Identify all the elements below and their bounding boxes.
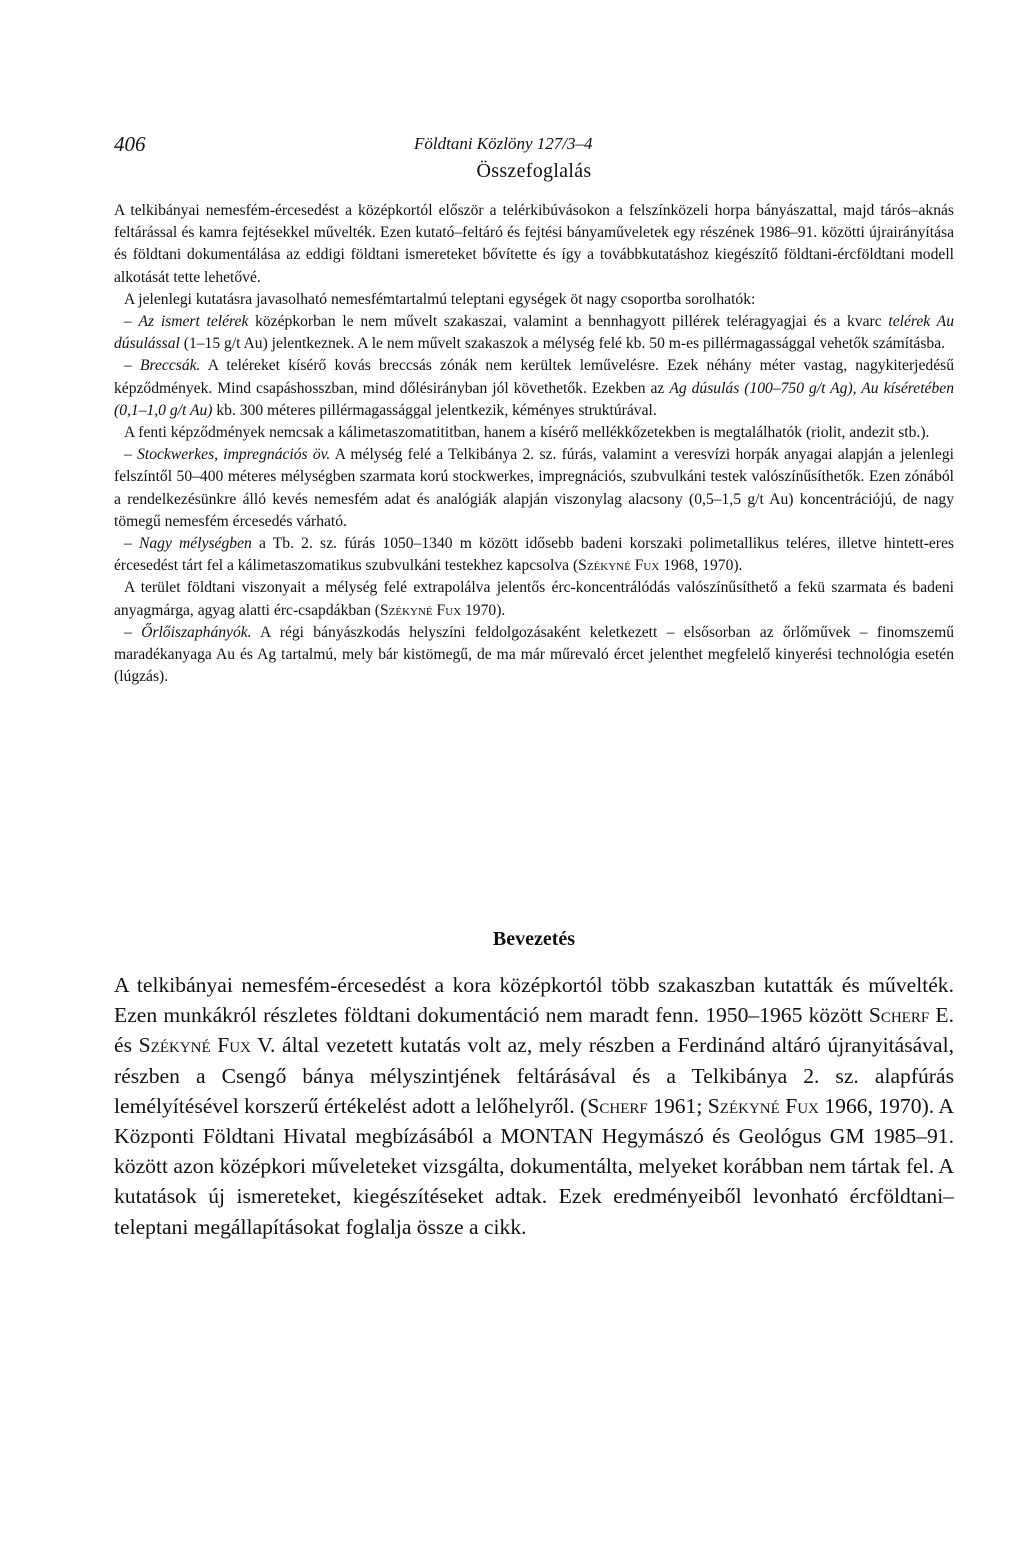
paragraph-text: 1961;: [647, 1093, 708, 1118]
abstract-paragraph-1: A telkibányai nemesfém-ércesedést a középkortól először a telérkibúvásokon a felszínközeli horpa bányászattal, majd tárós–aknás feltárással és kamra fejtésekkel művelték. Ezen kutató–feltáró és fejtési bányaműveletek egy részének 1986–91. közötti újrairányítása és földtani dokumentálása az eddigi földtani ismereteket bővítette és így a továbbkutatáshoz kiegészítő földtani-ércföldtani modell alkotását tette lehetővé.: [114, 202, 954, 286]
item-emphasis: telérek Au dúsulással: [114, 313, 954, 353]
paragraph-text: A telkibányai nemesfém-ércesedést a kora középkortól több szakaszban kutatták és művelték. Ezen munkákról részletes földtani dokumentáció nem maradt fenn. 1950–1965 között: [114, 973, 954, 1028]
item-text: kb. 300 méteres pillérmagassággal jelentkezik, kéményes struktúrával.: [212, 401, 657, 419]
introduction-heading: Bevezetés: [492, 928, 576, 950]
item-text: (1–15 g/t Au) jelentkeznek. A le nem művelt szakaszok a mélység felé kb. 50 m-es pillérmagassággal vehetők számításba.: [179, 335, 946, 353]
paragraph-text: V. által vezetett kutatás volt az, mely részben a Ferdinánd altáró újranyitásával, részben a Csengő bánya mélyszintjének feltárásával és a Telkibánya 2. sz. alapfúrás lemélyítésével korszerű értékelést adott a lelőhelyről. (: [114, 1033, 954, 1118]
citation-author: Scherf: [868, 1003, 930, 1028]
paragraph-text: 1970).: [461, 601, 506, 619]
citation-author: Székyné Fux: [379, 601, 462, 619]
introduction-body: [114, 970, 954, 1242]
paragraph-text: E. és: [114, 1003, 954, 1058]
journal-title: Földtani Közlöny 127/3–4: [414, 134, 593, 153]
item-lead: Stockwerkes, impregnációs öv.: [137, 446, 331, 464]
abstract-paragraph-4: [114, 577, 954, 621]
item-text: A régi bányászkodás helyszíni feldolgozásaként keletkezett – elsősorban az őrlőművek – finomszemű maradékanyaga Au és Ag tartalmú, mely bár kistömegű, de ma már műrevaló ércet jelenthet megfelelő kinyerési technológia esetén (lúgzás).: [114, 623, 954, 686]
item-lead: Az ismert telérek: [138, 313, 249, 331]
paragraph-text: 1966, 1970). A Központi Földtani Hivatal megbízásából a MONTAN Hegymászó és Geológus GM 1985–91. között azon középkori műveleteket vizsgálta, dokumentálta, melyeket korábban nem tártak fel. A kutatások új ismereteket, kiegészítéseket adtak. Ezek eredményeiből levonható ércföldtani–teleptani megállapításokat foglalja össze a cikk.: [114, 1093, 954, 1239]
item-lead: Breccsák.: [139, 357, 201, 375]
abstract-list-item-2: [114, 355, 954, 422]
abstract-heading: Összefoglalás: [476, 160, 592, 182]
abstract-paragraph-3: A fenti képződmények nemcsak a kálimetaszomatititban, hanem a kísérő mellékkőzetekben is megtalálhatók (riolit, andezit stb.).: [124, 424, 930, 442]
item-dash: –: [124, 357, 140, 375]
item-text: A mélység felé a Telkibánya 2. sz. fúrás, valamint a veresvízi horpák anyagai alapján a jelenlegi felszíntől 50–400 méteres mélységben szarmata korú stockwerkes, impregnációs, szubvulkáni testek valószínűsíthetők. Ezen zónából a rendelkezésünkre álló kevés nemesfém adat és analógiák alapján viszonylag alacsony (0,5–1,5 g/t Au) koncentrációjú, de nagy tömegű nemesfém ércesedés várható.: [114, 446, 954, 530]
item-dash: –: [124, 535, 139, 553]
abstract-paragraph-2: A jelenlegi kutatásra javasolható nemesfémtartalmú teleptani egységek öt nagy csoportba sorolhatók:: [124, 290, 756, 308]
abstract-list-item-4: [114, 533, 954, 577]
abstract-list-item-5: [114, 622, 954, 689]
citation-author: Székyné Fux: [138, 1033, 251, 1058]
item-text: A teléreket kísérő kovás breccsás zónák nem kerültek leművelésre. Ezek néhány méter vastag, nagykiterjedésű képződmények. Mind csapáshosszban, mind dőlésirányban jól követhetők. Ezekben az: [114, 357, 954, 397]
introduction-paragraph: [114, 970, 954, 1242]
citation-author: Székyné Fux: [707, 1093, 819, 1118]
item-lead: Nagy mélységben: [138, 535, 252, 553]
citation-author: Székyné Fux: [578, 557, 660, 575]
item-dash: –: [124, 446, 138, 464]
abstract-list-item-3: [114, 444, 954, 533]
abstract-list-item-1: [114, 311, 954, 355]
item-emphasis: Ag dúsulás (100–750 g/t Ag), Au kíséretében (0,1–1,0 g/t Au): [114, 379, 954, 419]
paragraph-text: A terület földtani viszonyait a mélység felé extrapolálva jelentős érc-koncentrálódás valószínűsíthető a fekü szarmata és badeni anyagmárga, agyag alatti érc-csapdákban (: [114, 579, 954, 619]
item-lead: Őrlőiszaphányók.: [141, 623, 252, 641]
item-dash: –: [124, 313, 139, 331]
abstract-body: [114, 200, 954, 688]
running-header: [114, 132, 954, 156]
citation-author: Scherf: [587, 1093, 648, 1118]
item-text: középkorban le nem művelt szakaszai, valamint a bennhagyott pillérek teléragyagjai és a kvarc: [248, 313, 889, 331]
item-text: 1968, 1970).: [659, 557, 743, 575]
item-dash: –: [124, 623, 142, 641]
page-number: 406: [114, 132, 146, 156]
item-text: a Tb. 2. sz. fúrás 1050–1340 m között idősebb badeni korszaki polimetallikus teléres, illetve hintett-eres ércesedést tárt fel a kálimetaszomatikus szubvulkáni testekhez kapcsolva (: [114, 535, 954, 575]
